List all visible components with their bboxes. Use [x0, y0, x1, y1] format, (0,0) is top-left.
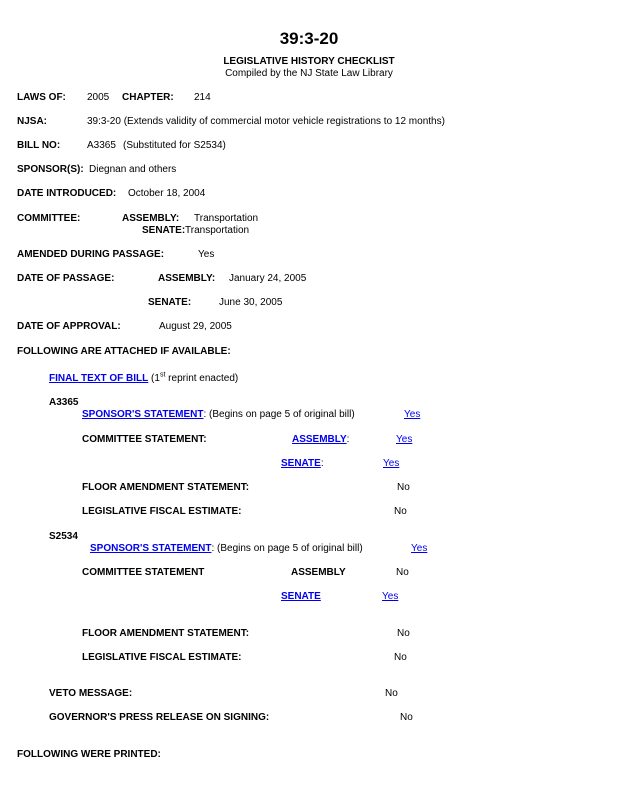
laws-of-label: LAWS OF: — [17, 92, 66, 103]
final-text-rest: reprint enacted) — [165, 373, 239, 384]
s2534-sponsor-row — [90, 543, 363, 555]
s2534-sponsor-note: : (Begins on page 5 of original bill) — [211, 543, 363, 554]
a3365-senate-yes-link[interactable]: Yes — [383, 458, 400, 469]
committee-senate-label: SENATE: — [142, 225, 186, 236]
final-text-sup: st — [159, 371, 166, 379]
njsa-value: 39:3-20 (Extends validity of commercial motor vehicle registrations to 12 months) — [87, 116, 445, 127]
s2534-sponsor-yes-link[interactable]: Yes — [411, 543, 428, 554]
bill-no-note: (Substituted for S2534) — [123, 140, 226, 151]
committee-label: COMMITTEE: — [17, 213, 81, 224]
s2534-committee-label: COMMITTEE STATEMENT — [82, 567, 205, 578]
s2534-assembly-value: No — [396, 567, 409, 578]
s2534-floor-label: FLOOR AMENDMENT STATEMENT: — [82, 628, 250, 639]
final-text-row — [49, 373, 238, 385]
page-title: 39:3-20 — [279, 29, 339, 48]
a3365-fiscal-value: No — [394, 506, 407, 517]
sponsors-label: SPONSOR(S): — [17, 164, 84, 175]
a3365-sponsor-row — [82, 409, 355, 421]
committee-senate-value: Transportation — [185, 225, 250, 236]
committee-assembly-value: Transportation — [194, 213, 259, 224]
passage-assembly-label: ASSEMBLY: — [158, 273, 216, 284]
a3365-senate-colon: : — [320, 458, 324, 469]
bill-no-value: A3365 — [87, 140, 116, 151]
a3365-assembly-row — [292, 434, 349, 446]
s2534-fiscal-label: LEGISLATIVE FISCAL ESTIMATE: — [82, 652, 242, 663]
amended-value: Yes — [198, 249, 215, 260]
s2534-label: S2534 — [49, 531, 78, 542]
s2534-assembly-label: ASSEMBLY — [291, 567, 346, 578]
compiled-by: Compiled by the NJ State Law Library — [225, 68, 393, 79]
s2534-senate-yes-link[interactable]: Yes — [382, 591, 399, 602]
date-of-approval-value: August 29, 2005 — [159, 321, 232, 332]
press-release-label: GOVERNOR'S PRESS RELEASE ON SIGNING: — [49, 712, 270, 723]
sponsors-value: Diegnan and others — [89, 164, 177, 175]
veto-value: No — [385, 688, 398, 699]
a3365-senate-row — [281, 458, 324, 470]
committee-assembly-label: ASSEMBLY: — [122, 213, 180, 224]
attached-heading: FOLLOWING ARE ATTACHED IF AVAILABLE: — [17, 346, 231, 357]
passage-senate-value: June 30, 2005 — [219, 297, 283, 308]
amended-label: AMENDED DURING PASSAGE: — [17, 249, 165, 260]
date-of-passage-label: DATE OF PASSAGE: — [17, 273, 115, 284]
a3365-floor-value: No — [397, 482, 410, 493]
a3365-assembly-yes-link[interactable]: Yes — [396, 434, 413, 445]
printed-heading: FOLLOWING WERE PRINTED: — [17, 749, 161, 760]
press-release-value: No — [400, 712, 413, 723]
a3365-assembly-colon: : — [346, 434, 350, 445]
s2534-senate-link[interactable]: SENATE — [281, 591, 321, 602]
date-of-approval-label: DATE OF APPROVAL: — [17, 321, 121, 332]
a3365-floor-label: FLOOR AMENDMENT STATEMENT: — [82, 482, 250, 493]
laws-of-year: 2005 — [87, 92, 110, 103]
a3365-assembly-link[interactable]: ASSEMBLY — [292, 434, 347, 445]
chapter-label: CHAPTER: — [122, 92, 174, 103]
a3365-committee-label: COMMITTEE STATEMENT: — [82, 434, 207, 445]
passage-senate-label: SENATE: — [148, 297, 192, 308]
final-text-link[interactable]: FINAL TEXT OF BILL — [49, 373, 149, 384]
a3365-sponsor-yes-link[interactable]: Yes — [404, 409, 421, 420]
s2534-fiscal-value: No — [394, 652, 407, 663]
a3365-senate-link[interactable]: SENATE — [281, 458, 321, 469]
s2534-floor-value: No — [397, 628, 410, 639]
veto-label: VETO MESSAGE: — [49, 688, 133, 699]
njsa-label: NJSA: — [17, 116, 48, 127]
a3365-sponsor-statement-link[interactable]: SPONSOR'S STATEMENT — [82, 409, 204, 420]
a3365-sponsor-note: : (Begins on page 5 of original bill) — [203, 409, 355, 420]
passage-assembly-value: January 24, 2005 — [229, 273, 307, 284]
a3365-fiscal-label: LEGISLATIVE FISCAL ESTIMATE: — [82, 506, 242, 517]
chapter-value: 214 — [194, 92, 211, 103]
final-text-paren: (1 — [151, 373, 160, 384]
page-subtitle: LEGISLATIVE HISTORY CHECKLIST — [223, 56, 395, 67]
bill-no-label: BILL NO: — [17, 140, 61, 151]
s2534-sponsor-statement-link[interactable]: SPONSOR'S STATEMENT — [90, 543, 212, 554]
date-introduced-value: October 18, 2004 — [128, 188, 206, 199]
date-introduced-label: DATE INTRODUCED: — [17, 188, 117, 199]
a3365-label: A3365 — [49, 397, 79, 408]
